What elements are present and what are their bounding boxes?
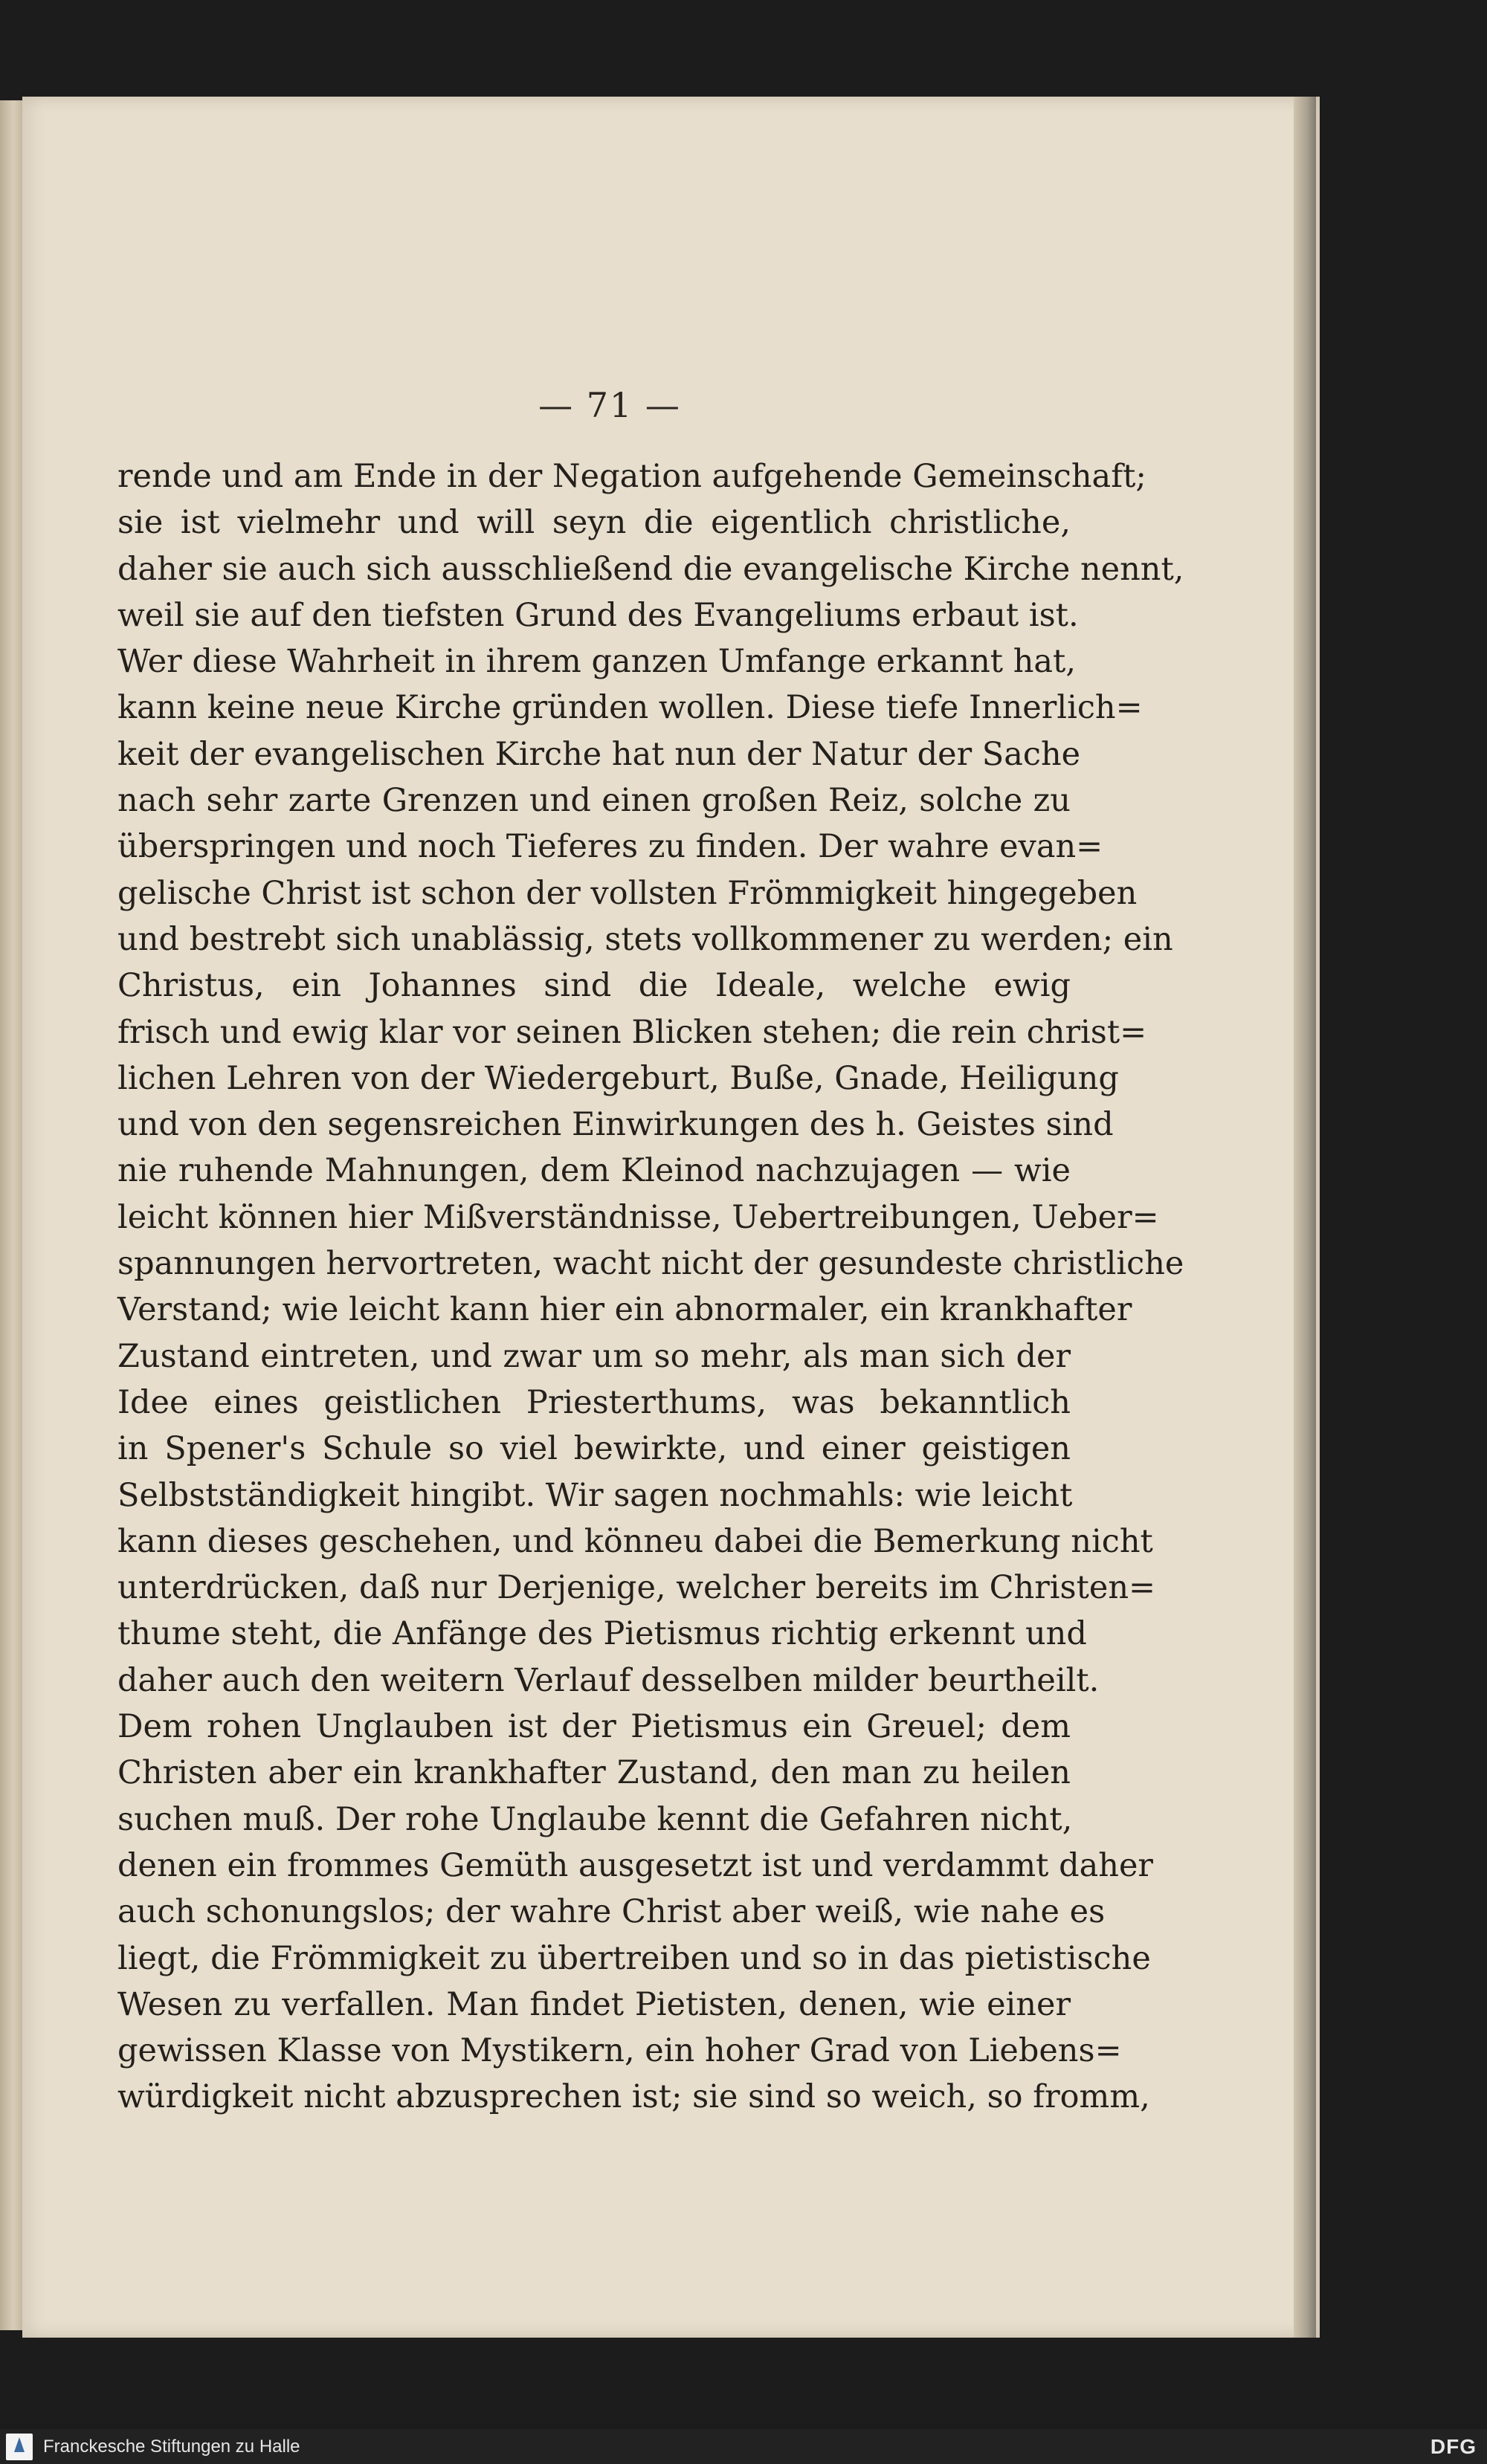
- text-line: gewissen Klasse von Mystikern, ein hoher Grad von Liebens=: [117, 2032, 1122, 2070]
- text-line: spannungen hervortreten, wacht nicht der gesundeste christliche: [117, 1245, 1184, 1283]
- text-line: kann dieses geschehen, und könneu dabei die Bemerkung nicht: [117, 1522, 1153, 1560]
- text-line: sie ist vielmehr und will seyn die eigentlich christliche,: [117, 504, 1071, 542]
- text-line: daher auch den weitern Verlauf desselben milder beurtheilt.: [117, 1661, 1100, 1699]
- text-line: Dem rohen Unglauben ist der Pietismus ein Greuel; dem: [117, 1708, 1071, 1746]
- text-line: leicht können hier Mißverständnisse, Uebertreibungen, Ueber=: [117, 1198, 1159, 1236]
- page-number: — 71 —: [538, 385, 681, 425]
- text-line: weil sie auf den tiefsten Grund des Evangeliums erbaut ist.: [117, 596, 1079, 634]
- text-line: Christus, ein Johannes sind die Ideale, welche ewig: [117, 967, 1071, 1005]
- text-line: rende und am Ende in der Negation aufgehende Gemeinschaft;: [117, 458, 1146, 495]
- text-line: nie ruhende Mahnungen, dem Kleinod nachzujagen — wie: [117, 1152, 1071, 1190]
- text-line: Wesen zu verfallen. Man findet Pietisten, denen, wie einer: [117, 1985, 1071, 2023]
- text-line: überspringen und noch Tieferes zu finden. Der wahre evan=: [117, 828, 1103, 866]
- text-line: nach sehr zarte Grenzen und einen großen Reiz, solche zu: [117, 782, 1071, 820]
- text-line: liegt, die Frömmigkeit zu übertreiben und so in das pietistische: [117, 1939, 1151, 1977]
- page-right-edge: [1294, 97, 1316, 2338]
- text-line: Zustand eintreten, und zwar um so mehr, als man sich der: [117, 1337, 1071, 1375]
- text-line: Idee eines geistlichen Priesterthums, was bekanntlich: [117, 1383, 1071, 1421]
- text-line: Verstand; wie leicht kann hier ein abnormaler, ein krankhafter: [117, 1291, 1132, 1329]
- text-line: daher sie auch sich ausschließend die evangelische Kirche nennt,: [117, 550, 1184, 588]
- text-line: keit der evangelischen Kirche hat nun der Natur der Sache: [117, 735, 1081, 773]
- text-line: unterdrücken, daß nur Derjenige, welcher bereits im Christen=: [117, 1569, 1156, 1607]
- footer-bar: [0, 2429, 1487, 2464]
- book-page: [22, 97, 1320, 2338]
- text-line: kann keine neue Kirche gründen wollen. Diese tiefe Innerlich=: [117, 689, 1143, 727]
- footer-institution: Franckesche Stiftungen zu Halle: [43, 2436, 300, 2457]
- footer-funder: DFG: [1430, 2435, 1477, 2458]
- text-line: lichen Lehren von der Wiedergeburt, Buße, Gnade, Heiligung: [117, 1059, 1119, 1097]
- text-line: frisch und ewig klar vor seinen Blicken stehen; die rein christ=: [117, 1013, 1147, 1051]
- francke-foundation-logo-icon: [6, 2434, 33, 2460]
- text-line: würdigkeit nicht abzusprechen ist; sie sind so weich, so fromm,: [117, 2078, 1150, 2116]
- text-line: suchen muß. Der rohe Unglaube kennt die Gefahren nicht,: [117, 1800, 1073, 1838]
- page-text-block: [117, 453, 1184, 2121]
- text-line: Selbstständigkeit hingibt. Wir sagen nochmahls: wie leicht: [117, 1476, 1073, 1514]
- text-line: und bestrebt sich unablässig, stets vollkommener zu werden; ein: [117, 920, 1173, 958]
- text-line: in Spener's Schule so viel bewirkte, und einer geistigen: [117, 1430, 1071, 1468]
- text-line: gelische Christ ist schon der vollsten Frömmigkeit hingegeben: [117, 874, 1138, 912]
- text-line: auch schonungslos; der wahre Christ aber weiß, wie nahe es: [117, 1893, 1106, 1931]
- text-line: Wer diese Wahrheit in ihrem ganzen Umfange erkannt hat,: [117, 643, 1076, 681]
- text-line: Christen aber ein krankhafter Zustand, den man zu heilen: [117, 1754, 1071, 1792]
- text-line: thume steht, die Anfänge des Pietismus richtig erkennt und: [117, 1615, 1087, 1653]
- text-line: denen ein frommes Gemüth ausgesetzt ist und verdammt daher: [117, 1846, 1153, 1884]
- text-line: und von den segensreichen Einwirkungen des h. Geistes sind: [117, 1106, 1114, 1144]
- previous-page-edge: [0, 100, 22, 2330]
